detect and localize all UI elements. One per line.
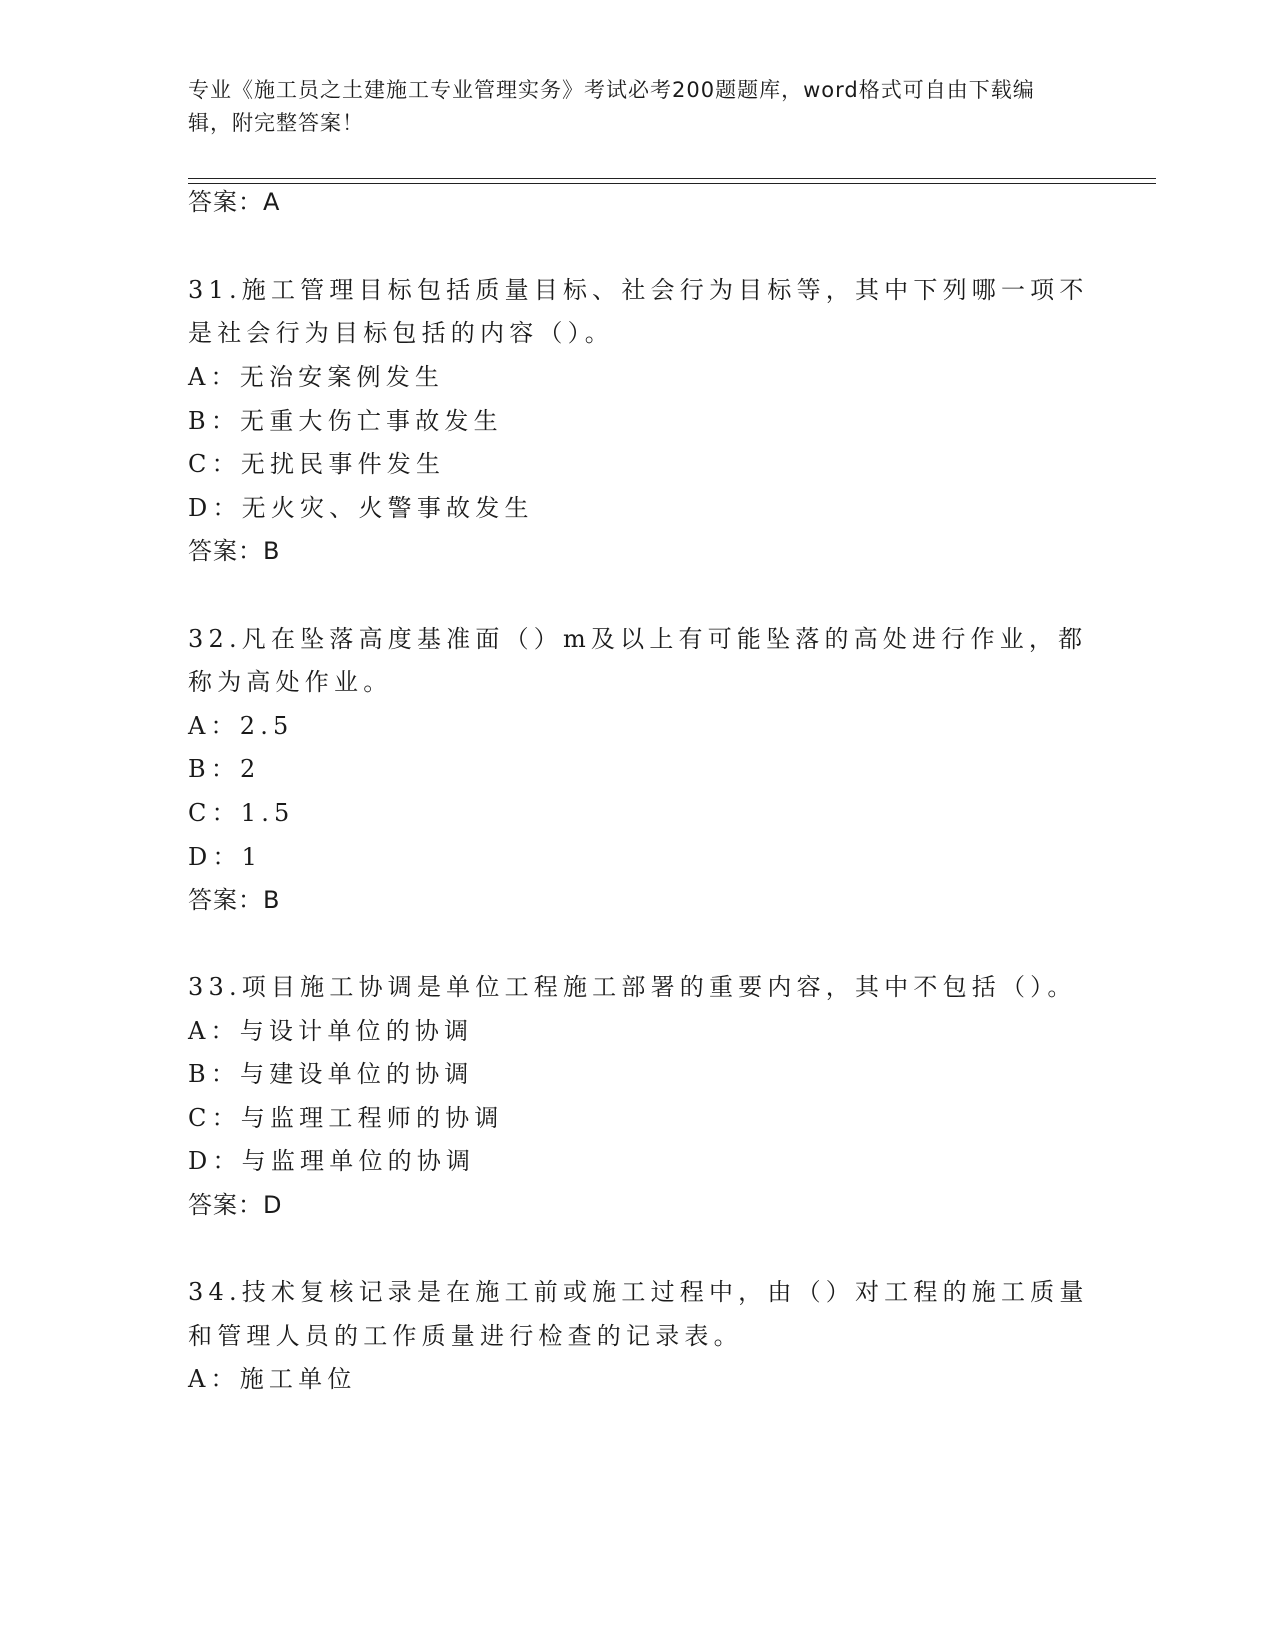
q31-answer: 答案：B	[188, 537, 281, 565]
header-divider-bottom	[188, 183, 1156, 184]
q32-stem-line2: 称为高处作业。	[188, 668, 393, 696]
q32-option-d: D：1	[188, 843, 263, 871]
q31-option-b: B：无重大伤亡事故发生	[188, 407, 503, 435]
q33-answer: 答案：D	[188, 1191, 283, 1219]
q32-option-c: C：1.5	[188, 799, 295, 827]
document-header: 专业《施工员之土建施工专业管理实务》考试必考200题题库，word格式可自由下载编辑，附完整答案！	[188, 78, 1035, 135]
q32-stem-line1: 32.凡在坠落高度基准面（）m及以上有可能坠落的高处进行作业，都	[188, 625, 1088, 653]
q34-option-a: A：施工单位	[188, 1365, 357, 1393]
answer-prev: 答案：A	[188, 188, 281, 216]
q33-option-c: C：与监理工程师的协调	[188, 1104, 504, 1132]
q32-option-b: B：2	[188, 755, 261, 783]
q34-stem-line1: 34.技术复核记录是在施工前或施工过程中，由（）对工程的施工质量	[188, 1278, 1089, 1306]
q33-option-d: D：与监理单位的协调	[188, 1147, 476, 1175]
q32-answer: 答案：B	[188, 886, 281, 914]
q33-option-a: A：与设计单位的协调	[188, 1017, 474, 1045]
header-divider-top	[188, 178, 1156, 179]
q34-stem-line2: 和管理人员的工作质量进行检查的记录表。	[188, 1322, 743, 1350]
q31-stem-line2: 是社会行为目标包括的内容（）。	[188, 319, 614, 347]
q31-option-a: A：无治安案例发生	[188, 363, 445, 391]
q33-option-b: B：与建设单位的协调	[188, 1060, 474, 1088]
q31-option-d: D：无火灾、火警事故发生	[188, 494, 534, 522]
q31-option-c: C：无扰民事件发生	[188, 450, 446, 478]
q32-option-a: A：2.5	[188, 712, 294, 740]
q33-stem-line1: 33.项目施工协调是单位工程施工部署的重要内容，其中不包括（）。	[188, 973, 1077, 1001]
q31-stem-line1: 31.施工管理目标包括质量目标、社会行为目标等，其中下列哪一项不	[188, 276, 1089, 304]
